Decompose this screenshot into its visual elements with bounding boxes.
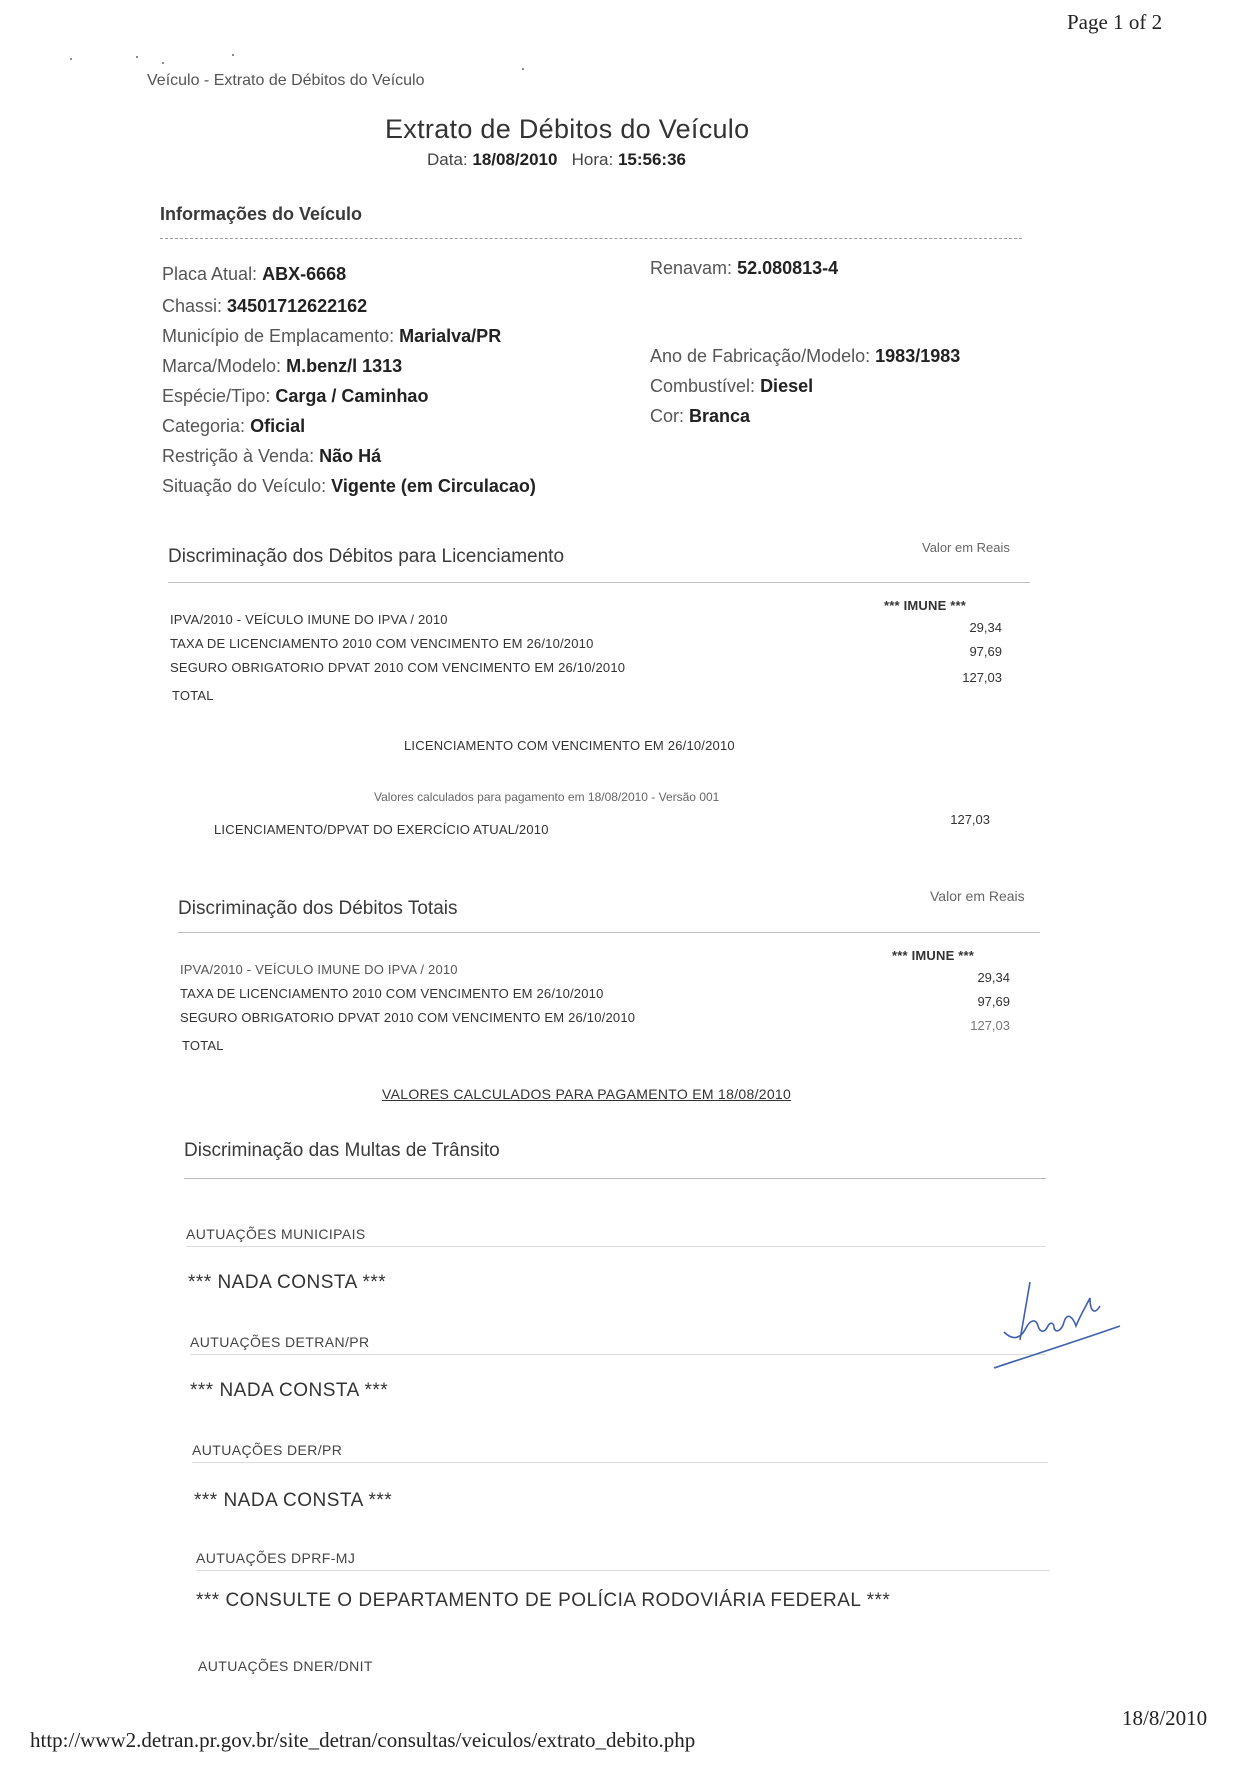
- field-categoria: Categoria: Oficial: [162, 416, 306, 436]
- fines-group-divider: [186, 1246, 1046, 1247]
- field-marca-modelo: Marca/Modelo: M.benz/l 1313: [162, 356, 403, 376]
- licensing-calc-note: Valores calculados para pagamento em 18/08/2010 - Versão 001: [374, 790, 720, 804]
- fines-group-label: AUTUAÇÕES DNER/DNIT: [198, 1658, 373, 1674]
- totals-item-value: 127,03: [970, 1018, 1010, 1033]
- totals-heading: Discriminação dos Débitos Totais: [178, 898, 458, 919]
- field-ano: Ano de Fabricação/Modelo: 1983/1983: [650, 346, 961, 366]
- licensing-item-value: 29,34: [969, 620, 1002, 635]
- licensing-item-label: TAXA DE LICENCIAMENTO 2010 COM VENCIMENTO EM 26/10/2010: [170, 636, 594, 651]
- totals-calc-link[interactable]: VALORES CALCULADOS PARA PAGAMENTO EM 18/08/2010: [382, 1086, 792, 1102]
- field-combustivel: Combustível: Diesel: [650, 376, 814, 396]
- totals-item-value: 29,34: [977, 970, 1010, 985]
- fines-heading: Discriminação das Multas de Trânsito: [184, 1140, 500, 1161]
- field-cor: Cor: Branca: [650, 406, 751, 426]
- fines-group-divider: [190, 1354, 1046, 1355]
- fines-group-label: AUTUAÇÕES DER/PR: [192, 1442, 343, 1458]
- field-placa: Placa Atual: ABX-6668: [162, 264, 347, 284]
- fines-group-label: AUTUAÇÕES DPRF-MJ: [196, 1550, 356, 1566]
- issue-datetime: [427, 150, 686, 170]
- field-situacao: Situação do Veículo: Vigente (em Circulacao): [162, 476, 536, 496]
- fines-group-status: *** CONSULTE O DEPARTAMENTO DE POLÍCIA RODOVIÁRIA FEDERAL ***: [196, 1590, 891, 1611]
- fines-divider: [184, 1178, 1046, 1179]
- vehicle-info-heading: Informações do Veículo: [160, 204, 363, 224]
- fines-group-label: AUTUAÇÕES MUNICIPAIS: [186, 1226, 366, 1242]
- totals-item-label: SEGURO OBRIGATORIO DPVAT 2010 COM VENCIMENTO EM 26/10/2010: [180, 1010, 636, 1025]
- field-restricao: Restrição à Venda: Não Há: [162, 446, 382, 466]
- licensing-divider: [168, 582, 1030, 583]
- licensing-item-label: SEGURO OBRIGATORIO DPVAT 2010 COM VENCIMENTO EM 26/10/2010: [170, 660, 626, 675]
- licensing-item-value: 97,69: [969, 644, 1002, 659]
- page-title: Extrato de Débitos do Veículo: [385, 114, 750, 144]
- licensing-item-label: TOTAL: [172, 688, 214, 703]
- field-municipio: Município de Emplacamento: Marialva/PR: [162, 326, 502, 346]
- licensing-exercise-value: 127,03: [950, 812, 990, 827]
- totals-item-value: *** IMUNE ***: [892, 948, 975, 963]
- field-especie-tipo: Espécie/Tipo: Carga / Caminhao: [162, 386, 429, 406]
- field-chassi: Chassi: 34501712622162: [162, 296, 368, 316]
- licensing-item-label: IPVA/2010 - VEÍCULO IMUNE DO IPVA / 2010: [170, 612, 448, 627]
- date-value: 18/08/2010: [472, 150, 558, 169]
- field-renavam: Renavam: 52.080813-4: [650, 258, 839, 278]
- footer-date: 18/8/2010: [1122, 1706, 1208, 1730]
- handwritten-signature: [990, 1270, 1130, 1380]
- licensing-item-value: *** IMUNE ***: [884, 598, 967, 613]
- totals-item-label: TOTAL: [182, 1038, 224, 1053]
- totals-item-label: IPVA/2010 - VEÍCULO IMUNE DO IPVA / 2010: [180, 962, 458, 977]
- footer-url[interactable]: http://www2.detran.pr.gov.br/site_detran/consultas/veiculos/extrato_debito.php: [30, 1728, 696, 1752]
- licensing-heading: Discriminação dos Débitos para Licenciamento: [168, 546, 565, 567]
- licensing-value-header: Valor em Reais: [922, 540, 1010, 555]
- licensing-item-value: 127,03: [962, 670, 1002, 685]
- totals-item-value: 97,69: [977, 994, 1010, 1009]
- totals-item-label: TAXA DE LICENCIAMENTO 2010 COM VENCIMENTO EM 26/10/2010: [180, 986, 604, 1001]
- licensing-due-line: LICENCIAMENTO COM VENCIMENTO EM 26/10/2010: [404, 738, 735, 753]
- page-number: Page 1 of 2: [1067, 10, 1163, 34]
- vehicle-info-divider: [160, 238, 1022, 239]
- time-value: 15:56:36: [617, 150, 687, 169]
- fines-group-status: *** NADA CONSTA ***: [190, 1380, 389, 1401]
- fines-group-divider: [192, 1462, 1048, 1463]
- licensing-exercise-label: LICENCIAMENTO/DPVAT DO EXERCÍCIO ATUAL/2010: [214, 822, 549, 837]
- breadcrumb: Veículo - Extrato de Débitos do Veículo: [147, 72, 425, 89]
- fines-group-status: *** NADA CONSTA ***: [188, 1272, 387, 1293]
- date-label: Data:: [427, 150, 468, 169]
- totals-divider: [178, 932, 1040, 933]
- totals-value-header: Valor em Reais: [930, 888, 1025, 904]
- time-label: Hora:: [571, 150, 614, 169]
- fines-group-label: AUTUAÇÕES DETRAN/PR: [190, 1334, 370, 1350]
- fines-group-divider: [196, 1570, 1050, 1571]
- fines-group-status: *** NADA CONSTA ***: [194, 1490, 393, 1511]
